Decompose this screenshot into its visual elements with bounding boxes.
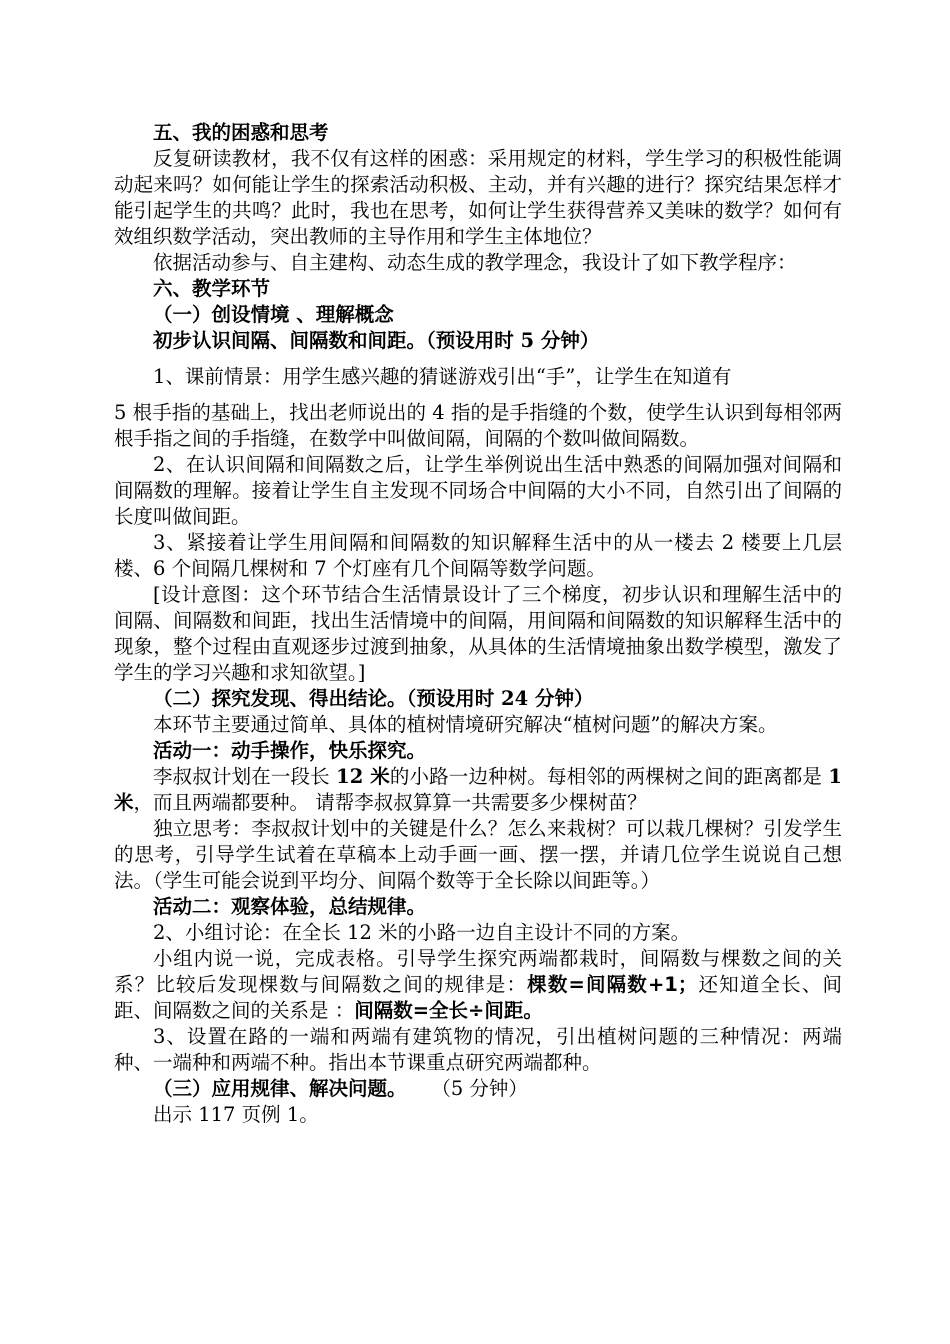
bold-value: 12 米 (336, 765, 390, 788)
text-run: 小组内说一说，完成表格。引导学生探究两端都栽时，间隔数与棵数之间的关系？比较后发现棵数与间隔数之间的规律是： (114, 947, 842, 996)
part-2-heading: （二）探究发现、得出结论。（预设用时 24 分钟） (153, 687, 594, 710)
paragraph (114, 764, 842, 816)
paragraph: 依据活动参与、自主建构、动态生成的教学理念，我设计了如下教学程序： (153, 251, 797, 274)
paragraph: 3、设置在路的一端和两端有建筑物的情况，引出植树问题的三种情况：两端种、一端种和两端不种。指出本节课重点研究两端都种。 (114, 1025, 842, 1074)
bold-value: 1 米 (114, 765, 842, 814)
formula-intervals: 间隔数=全长÷间距。 (354, 999, 543, 1022)
document-page (114, 120, 842, 1128)
part-3-heading-line (114, 1076, 842, 1102)
paragraph: 本环节主要通过简单、具体的植树情境研究解决“植树问题”的解决方案。 (153, 713, 778, 736)
design-intent-paragraph: [设计意图：这个环节结合生活情景设计了三个梯度，初步认识和理解生活中的间隔、间隔数和间距，找出生活情境中的间隔，用间隔和间隔数的知识解释生活中的现象，整个过程由直观逐步过渡到抽象，从具体的生活情境抽象出数学模型，激发了学生的学习兴趣和求知欲望。] (114, 583, 842, 684)
text-run: 的小路一边种树。每相邻的两棵树之间的距离都是 (389, 765, 829, 788)
paragraph: 反复研读教材，我不仅有这样的困惑：采用规定的材料，学生学习的积极性能调动起来吗？如何能让学生的探索活动积极、主动，并有兴趣的进行？探究结果怎样才能引起学生的共鸣？此时，我也在思考，如何让学生获得营养又美味的数学？如何有效组织数学活动，突出教师的主导作用和学生主体地位？ (114, 147, 842, 248)
paragraph: 独立思考：李叔叔计划中的关键是什么？怎么来栽树？可以栽几棵树？引发学生的思考，引导学生试着在草稿本上动手画一画、摆一摆，并请几位学生说说自己想法。（学生可能会说到平均分、间隔个数等于全长除以间距等。） (114, 817, 842, 892)
paragraph (114, 946, 842, 1024)
paragraph: 2、在认识间隔和间隔数之后，让学生举例说出生活中熟悉的间隔加强对间隔和间隔数的理解。接着让学生自主发现不同场合中间隔的大小不同，自然引出了间隔的长度叫做间距。 (114, 453, 842, 528)
part-3-heading: （三）应用规律、解决问题。 (153, 1077, 407, 1100)
paragraph: 5 根手指的基础上，找出老师说出的 4 指的是手指缝的个数，使学生认识到每相邻两根手指之间的手指缝，在数学中叫做间隔，间隔的个数叫做间隔数。 (114, 401, 842, 450)
text-run: 还知道全长、间距、间隔数之间的关系是 ： (114, 973, 842, 1022)
section-6-heading: 六、教学环节 (153, 277, 271, 300)
part-1-subheading: 初步认识间隔、间隔数和间距。（预设用时 5 分钟） (153, 329, 600, 352)
paragraph: 1、课前情景：用学生感兴趣的猜谜游戏引出“手”，让学生在知道有 (153, 365, 732, 388)
text-run: 李叔叔计划在一段长 (153, 765, 337, 788)
paragraph: 2、小组讨论：在全长 12 米的小路一边自主设计不同的方案。 (153, 921, 691, 944)
activity-2-heading: 活动二：观察体验，总结规律。 (153, 895, 427, 918)
part-3-time: （5 分钟） (431, 1077, 528, 1100)
section-5-heading: 五、我的困惑和思考 (153, 121, 329, 144)
formula-trees: 棵数=间隔数+1； (527, 973, 698, 996)
paragraph: 出示 117 页例 1。 (153, 1103, 319, 1126)
text-run: ，而且两端都要种。 请帮李叔叔算算一共需要多少棵树苗？ (133, 791, 647, 814)
part-1-heading: （一）创设情境 、理解概念 (153, 303, 394, 326)
activity-1-heading: 活动一：动手操作，快乐探究。 (153, 739, 427, 762)
paragraph: 3、紧接着让学生用间隔和间隔数的知识解释生活中的从一楼去 2 楼要上几层楼、6 个间隔几棵树和 7 个灯座有几个间隔等数学问题。 (114, 531, 842, 580)
